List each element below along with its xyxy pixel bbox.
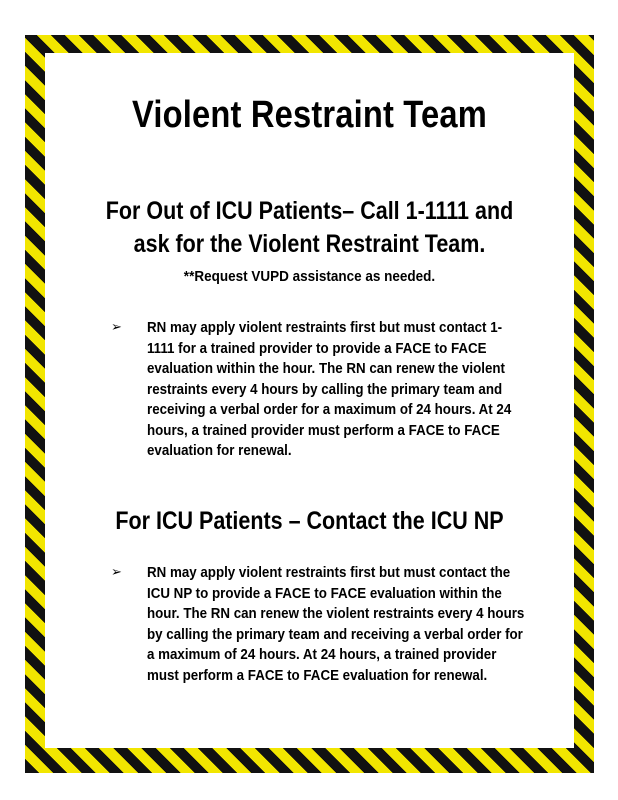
hazard-stripe-border [25,35,594,773]
icu-bullet [111,563,558,686]
out-of-icu-heading [82,195,537,261]
out-of-icu-heading-line2: ask for the Violent Restraint Team. [133,230,486,258]
out-of-icu-bullet-text: RN may apply violent restraints first but must contact 1-1111 for a trained provider to provide a FACE to FACE evaluation within the hour. The RN can renew the violent restraints every 4 hours by calling the primary team and receiving a verbal order for a maximum of 24 hours. At 24 hours, a trained provider must perform a FACE to FACE evaluation for renewal. [147,320,512,459]
out-of-icu-heading-line1: For Out of ICU Patients– Call 1-1111 and [105,197,514,225]
out-of-icu-bullet [111,318,558,462]
arrowhead-bullet-icon: ➢ [111,565,122,580]
notice-panel [45,53,574,748]
page-title: Violent Restraint Team [132,94,487,136]
arrowhead-bullet-icon: ➢ [111,320,122,335]
icu-bullet-text: RN may apply violent restraints first but must contact the ICU NP to provide a FACE to FACE evaluation within the hour. The RN can renew the violent restraints every 4 hours by calling the primary team and receiving a verbal order for a maximum of 24 hours. At 24 hours, a trained provider must perform a FACE to FACE evaluation for renewal. [147,565,525,684]
vupd-note: **Request VUPD assistance as needed. [183,268,436,285]
icu-heading: For ICU Patients – Contact the ICU NP [115,507,504,535]
